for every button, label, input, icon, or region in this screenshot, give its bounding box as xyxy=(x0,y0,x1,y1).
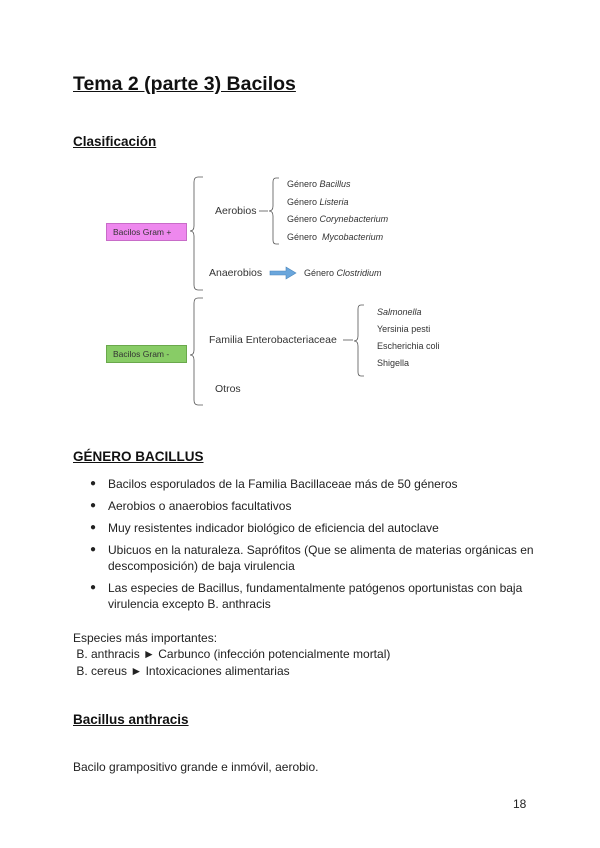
list-item: ● Bacilos esporulados de la Familia Bacillaceae más de 50 géneros xyxy=(90,477,458,491)
genero-bacillus-heading: GÉNERO BACILLUS xyxy=(73,449,204,464)
anthracis-text: Bacilo grampositivo grande e inmóvil, aerobio. xyxy=(73,760,319,774)
especie-anthracis: B. anthracis ► Carbunco (infección potencialmente mortal) xyxy=(73,647,391,661)
familia-label: Familia Enterobacteriaceae xyxy=(209,334,337,346)
entero-item: Escherichia coli xyxy=(377,341,440,351)
gram-neg-bracket xyxy=(190,298,203,405)
entero-item: Yersinia pesti xyxy=(377,324,431,334)
bullet-icon: ● xyxy=(90,478,97,489)
gram-pos-box: Bacilos Gram + xyxy=(106,223,187,241)
clasificacion-heading: Clasificación xyxy=(73,134,157,149)
anaerobios-genero: Género Clostridium xyxy=(304,268,382,278)
bullet-icon: ● xyxy=(90,500,97,511)
bullet-icon: ● xyxy=(90,522,97,533)
especie-cereus: B. cereus ► Intoxicaciones alimentarias xyxy=(73,664,290,678)
aerobios-label: Aerobios xyxy=(215,205,257,217)
especies-label: Especies más importantes: xyxy=(73,631,218,645)
list-item: ● Las especies de Bacillus, fundamentalmente patógenos oportunistas con baja virulencia excepto B. anthracis xyxy=(90,581,523,611)
gram-neg-box: Bacilos Gram - xyxy=(106,345,187,363)
genero-item: Género Corynebacterium xyxy=(287,214,389,224)
anthracis-heading: Bacillus anthracis xyxy=(73,712,189,727)
entero-bracket xyxy=(354,305,364,376)
genero-item: Género Listeria xyxy=(287,197,349,207)
bacillus-bullet-list xyxy=(90,476,540,618)
list-item: ● Muy resistentes indicador biológico de eficiencia del autoclave xyxy=(90,521,439,535)
bullet-icon: ● xyxy=(90,582,97,593)
page-number: 18 xyxy=(513,797,527,811)
genero-item: Género Bacillus xyxy=(287,179,351,189)
list-item: ● Ubicuos en la naturaleza. Saprófitos (Que se alimenta de materias orgánicas en descomposición) de baja virulencia xyxy=(90,543,534,573)
anaerobios-label: Anaerobios xyxy=(209,267,263,279)
arrow-icon xyxy=(270,267,296,279)
list-item: ● Aerobios o anaerobios facultativos xyxy=(90,499,292,513)
genero-item: Género Mycobacterium xyxy=(287,232,384,242)
entero-item: Shigella xyxy=(377,358,410,368)
otros-label: Otros xyxy=(215,383,241,395)
gram-pos-bracket xyxy=(190,177,203,290)
entero-item: Salmonella xyxy=(377,307,422,317)
bullet-icon: ● xyxy=(90,544,97,555)
aerobios-bracket xyxy=(269,178,279,244)
page-title: Tema 2 (parte 3) Bacilos xyxy=(73,73,296,95)
